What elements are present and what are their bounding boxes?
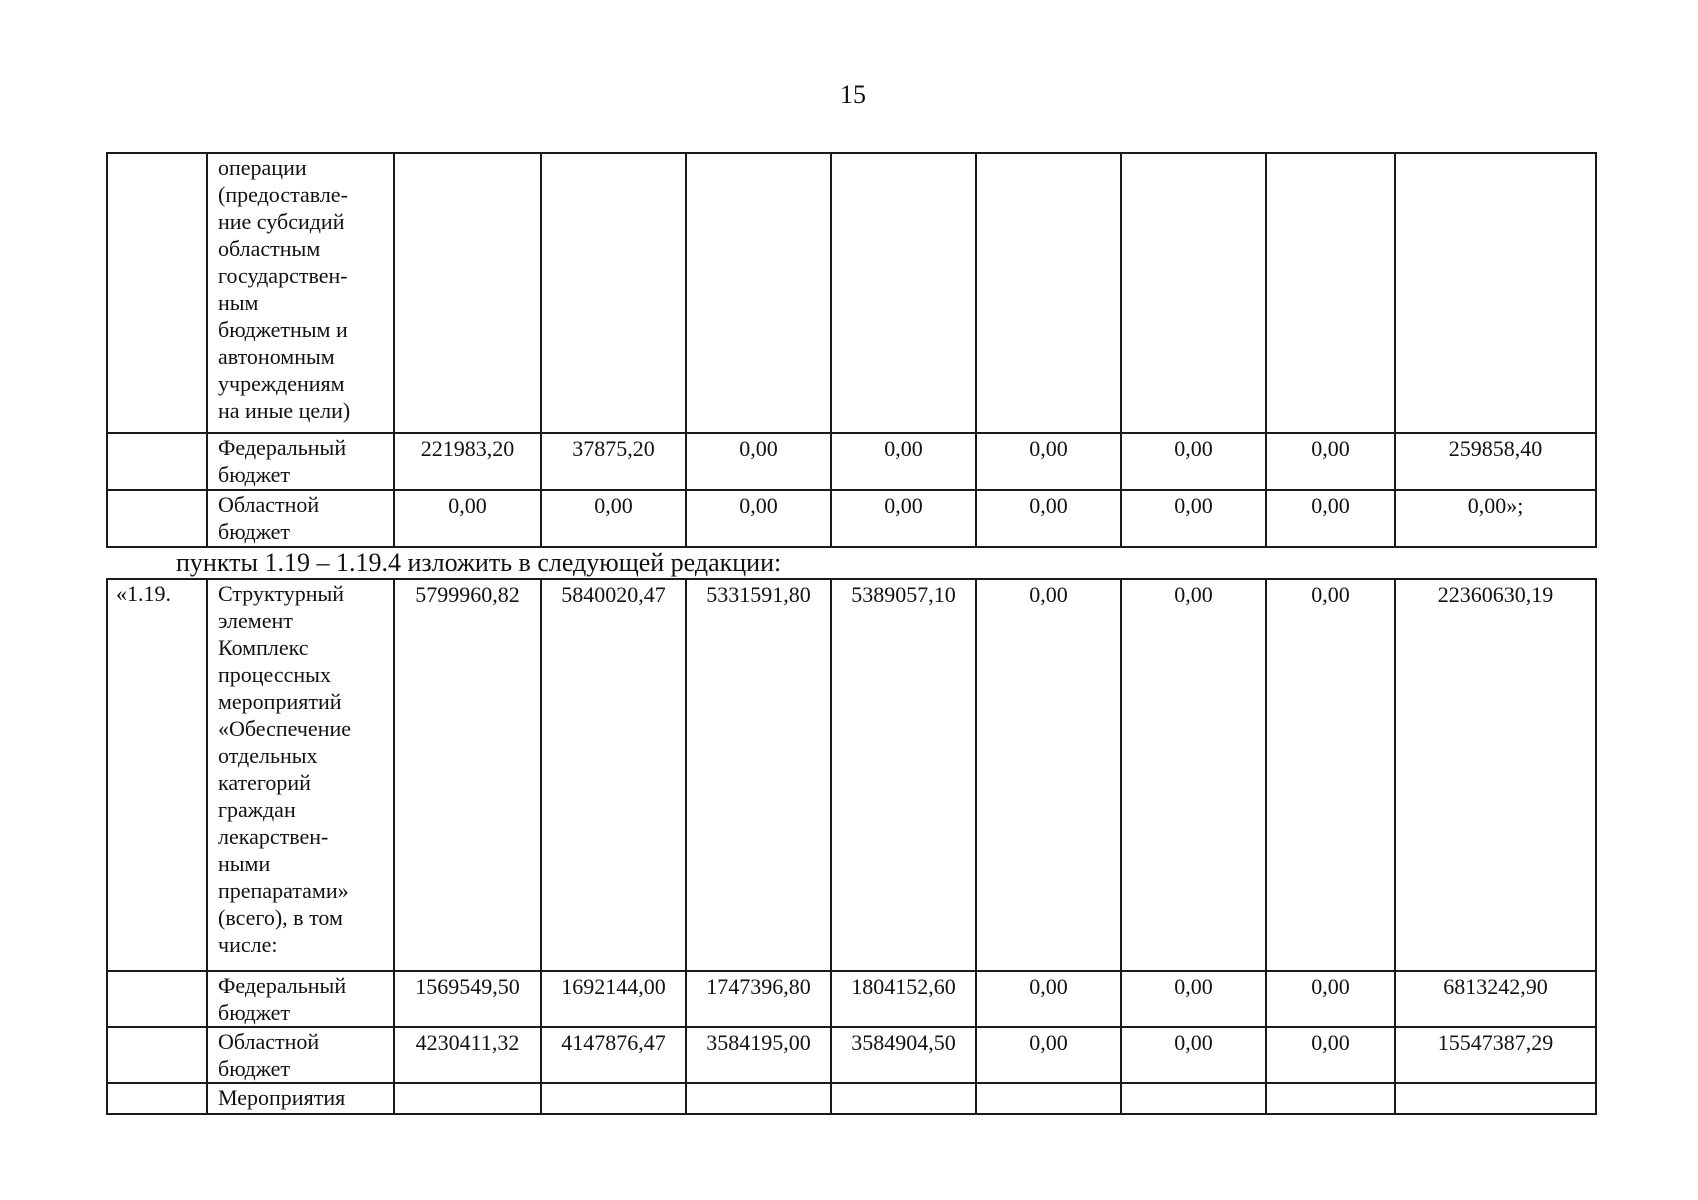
cell-value [1121,153,1266,433]
cell-value: 0,00 [1121,579,1266,971]
cell-total [1395,153,1596,433]
cell-value [686,1083,831,1114]
cell-value: 0,00 [1121,433,1266,490]
cell-value [686,153,831,433]
row-name: Федеральный бюджет [207,971,394,1027]
row-name: операции (предоставле- ние субсидий областным государствен- ным бюджетным и автономным учреждениям на иные цели) [207,153,394,433]
cell-value [1121,1083,1266,1114]
cell-value: 3584195,00 [686,1027,831,1083]
cell-value: 4147876,47 [541,1027,686,1083]
cell-value: 0,00 [1121,490,1266,547]
row-code [107,1027,207,1083]
table-row [107,971,1596,1027]
cell-value [541,1083,686,1114]
row-name: Структурный элемент Комплекс процессных мероприятий «Обеспечение отдельных категорий граждан лекарствен- ными препаратами» (всего), в том числе: [207,579,394,971]
cell-total [1395,1083,1596,1114]
cell-total: 259858,40 [1395,433,1596,490]
cell-total: 22360630,19 [1395,579,1596,971]
cell-value: 0,00 [976,490,1121,547]
table-row [107,1027,1596,1083]
cell-value: 3584904,50 [831,1027,976,1083]
budget-table-continued [106,152,1597,548]
cell-value: 0,00 [1266,1027,1395,1083]
table-row [107,153,1596,433]
cell-value [976,1083,1121,1114]
cell-total: 15547387,29 [1395,1027,1596,1083]
cell-value [1266,153,1395,433]
cell-value [394,1083,541,1114]
row-name: Федеральный бюджет [207,433,394,490]
cell-value [541,153,686,433]
cell-value: 1747396,80 [686,971,831,1027]
cell-value: 4230411,32 [394,1027,541,1083]
cell-value: 1804152,60 [831,971,976,1027]
cell-value: 0,00 [976,433,1121,490]
row-code [107,433,207,490]
table-row [107,579,1596,971]
cell-value: 0,00 [1266,971,1395,1027]
page-number: 15 [840,80,866,109]
cell-value: 0,00 [541,490,686,547]
cell-total: 6813242,90 [1395,971,1596,1027]
cell-value: 5389057,10 [831,579,976,971]
cell-value: 1569549,50 [394,971,541,1027]
cell-value [394,153,541,433]
cell-value: 0,00 [394,490,541,547]
cell-value [831,1083,976,1114]
row-code [107,971,207,1027]
cell-value: 0,00 [686,433,831,490]
cell-value [1266,1083,1395,1114]
row-code [107,153,207,433]
row-code [107,490,207,547]
row-code: «1.19. [107,579,207,971]
row-code [107,1083,207,1114]
cell-value: 0,00 [976,1027,1121,1083]
cell-value: 5840020,47 [541,579,686,971]
budget-table-new-edition [106,578,1597,1115]
cell-value [976,153,1121,433]
row-name: Областной бюджет [207,490,394,547]
row-name: Областной бюджет [207,1027,394,1083]
table-row [107,490,1596,547]
cell-value: 0,00 [686,490,831,547]
cell-value: 37875,20 [541,433,686,490]
cell-value: 0,00 [976,971,1121,1027]
cell-value: 0,00 [976,579,1121,971]
cell-value: 221983,20 [394,433,541,490]
cell-value: 0,00 [1266,579,1395,971]
cell-value: 1692144,00 [541,971,686,1027]
cell-value: 0,00 [831,490,976,547]
table-row [107,433,1596,490]
cell-value: 0,00 [1121,1027,1266,1083]
cell-value: 5799960,82 [394,579,541,971]
table-row [107,1083,1596,1114]
cell-total: 0,00»; [1395,490,1596,547]
cell-value: 0,00 [1266,490,1395,547]
cell-value: 5331591,80 [686,579,831,971]
cell-value: 0,00 [1121,971,1266,1027]
cell-value [831,153,976,433]
amendment-instruction: пункты 1.19 – 1.19.4 изложить в следующей редакции: [176,548,782,577]
cell-value: 0,00 [1266,433,1395,490]
cell-value: 0,00 [831,433,976,490]
row-name: Мероприятия [207,1083,394,1114]
